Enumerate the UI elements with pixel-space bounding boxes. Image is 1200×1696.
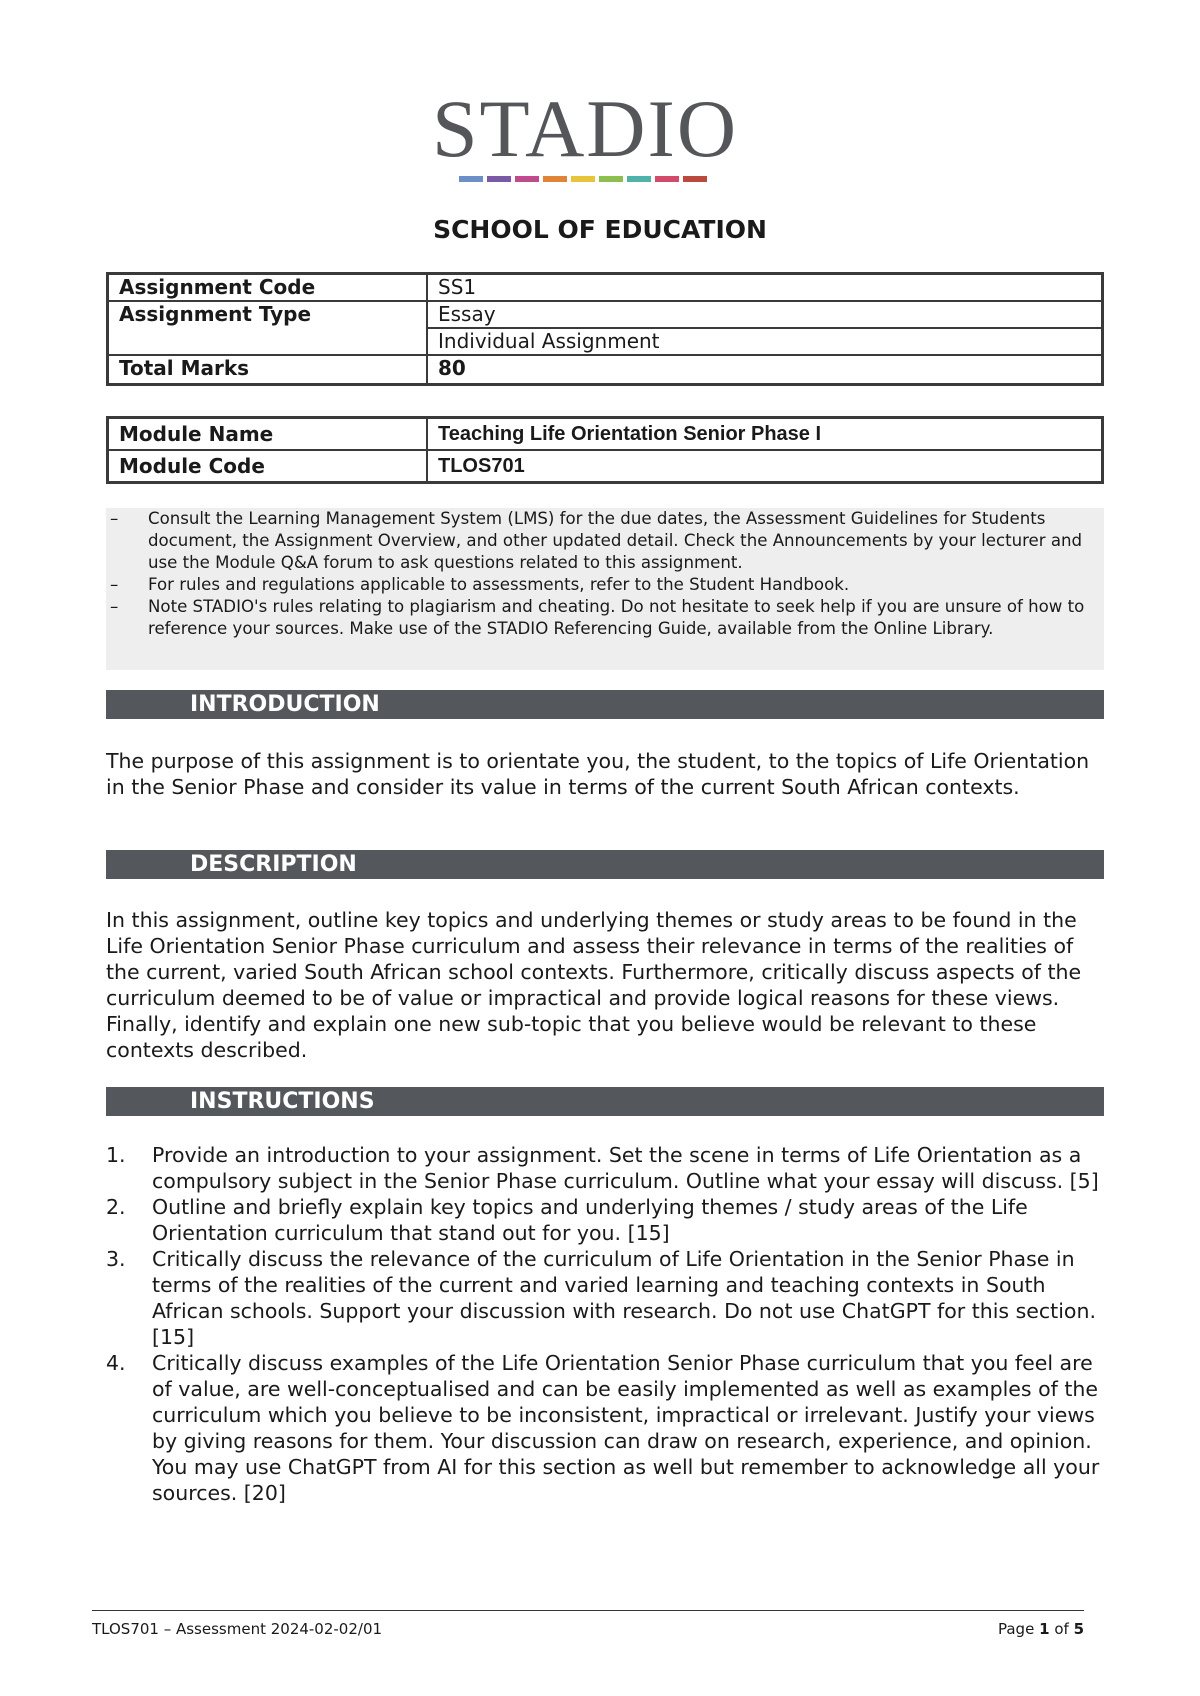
assignment-type-value: Essay <box>427 301 1103 328</box>
list-item: 2. Outline and briefly explain key topics and underlying themes / study areas of the Life Orientation curriculum that stand out for you. [15] <box>106 1195 1028 1245</box>
module-info-table <box>106 416 1104 484</box>
footer-divider <box>92 1610 1084 1611</box>
introduction-text: The purpose of this assignment is to orientate you, the student, to the topics of Life Orientation in the Senior Phase and consider its value in terms of the current South African contexts. <box>106 749 1090 799</box>
assignment-code-label: Assignment Code <box>108 274 428 302</box>
logo-color-segment <box>599 176 623 182</box>
table-row <box>108 450 1103 483</box>
logo-color-segment <box>543 176 567 182</box>
note-text: Note STADIO's rules relating to plagiarism and cheating. Do not hesitate to seek help if you are unsure of how to reference your sources. Make use of the STADIO Referencing Guide, available from the Online Library. <box>148 597 1085 638</box>
page-number: Page 1 of 5 <box>997 1620 1084 1638</box>
description-text: In this assignment, outline key topics and underlying themes or study areas to be found in the Life Orientation Senior Phase curriculum and assess their relevance in terms of the realities of the current, varied South African school contexts. Furthermore, critically discuss aspects of the curriculum deemed to be of value or impractical and provide logical reasons for these views. Finally, identify and explain one new sub-topic that you believe would be relevant to these contexts described. <box>106 908 1082 1062</box>
table-row <box>108 355 1103 385</box>
module-name-label: Module Name <box>108 418 428 451</box>
module-code-value: TLOS701 <box>427 450 1103 483</box>
total-marks-label: Total Marks <box>108 355 428 385</box>
logo-color-segment <box>487 176 511 182</box>
school-title: SCHOOL OF EDUCATION <box>433 215 767 244</box>
total-marks-value: 80 <box>427 355 1103 385</box>
description-heading: DESCRIPTION <box>106 850 1104 879</box>
footer-reference: TLOS701 – Assessment 2024-02-02/01 <box>92 1620 383 1638</box>
list-item: – Consult the Learning Management System (LMS) for the due dates, the Assessment Guidelines for Students document, the Assignment Overview, and other updated detail. Check the Announcements by your lecturer and use the Module Q&A forum to ask questions related to this assignment. <box>110 509 1083 572</box>
logo-wordmark: STADIO <box>431 83 739 174</box>
assignment-code-value: SS1 <box>427 274 1103 302</box>
introduction-heading: INTRODUCTION <box>106 690 1104 719</box>
module-code-label: Module Code <box>108 450 428 483</box>
logo-color-segment <box>627 176 651 182</box>
logo-color-segment <box>683 176 707 182</box>
assignment-type-label: Assignment Type <box>108 301 428 355</box>
list-item: 3. Critically discuss the relevance of the curriculum of Life Orientation in the Senior Phase in terms of the realities of the current and varied learning and teaching contexts in South African schools. Support your discussion with research. Do not use ChatGPT for this section. [15] <box>106 1247 1096 1349</box>
instructions-list <box>106 1142 1104 1506</box>
logo-color-segment <box>515 176 539 182</box>
note-text: Consult the Learning Management System (LMS) for the due dates, the Assessment Guidelines for Students document, the Assignment Overview, and other updated detail. Check the Announcements by your lecturer and use the Module Q&A forum to ask questions related to this assignment. <box>148 509 1083 572</box>
logo-color-segment <box>655 176 679 182</box>
instructions-heading: INSTRUCTIONS <box>106 1087 1104 1116</box>
table-row <box>108 418 1103 451</box>
list-item: – Note STADIO's rules relating to plagiarism and cheating. Do not hesitate to seek help if you are unsure of how to reference your sources. Make use of the STADIO Referencing Guide, available from the Online Library. <box>110 597 1085 638</box>
list-item: – For rules and regulations applicable to assessments, refer to the Student Handbook. <box>110 575 850 594</box>
module-name-value: Teaching Life Orientation Senior Phase I <box>427 418 1103 451</box>
assignment-info-table <box>106 272 1104 386</box>
logo-color-segment <box>571 176 595 182</box>
assignment-type-detail: Individual Assignment <box>427 328 1103 355</box>
table-row <box>108 274 1103 302</box>
logo-color-segment <box>459 176 483 182</box>
list-item: 4. Critically discuss examples of the Life Orientation Senior Phase curriculum that you feel are of value, are well-conceptualised and can be easily implemented as well as examples of the curriculum which you believe to be inconsistent, impractical or irrelevant. Justify your views by giving reasons for them. Your discussion can draw on research, experience, and opinion. You may use ChatGPT from AI for this section as well but remember to acknowledge all your sources. [20] <box>106 1351 1100 1505</box>
note-text: For rules and regulations applicable to assessments, refer to the Student Handbook. <box>148 575 850 594</box>
assessment-notes <box>106 508 1104 670</box>
table-row <box>108 301 1103 328</box>
stadio-logo <box>405 83 765 182</box>
logo-color-bar <box>405 176 765 182</box>
list-item: 1. Provide an introduction to your assignment. Set the scene in terms of Life Orientation as a compulsory subject in the Senior Phase curriculum. Outline what your essay will discuss. [5] <box>106 1143 1099 1193</box>
